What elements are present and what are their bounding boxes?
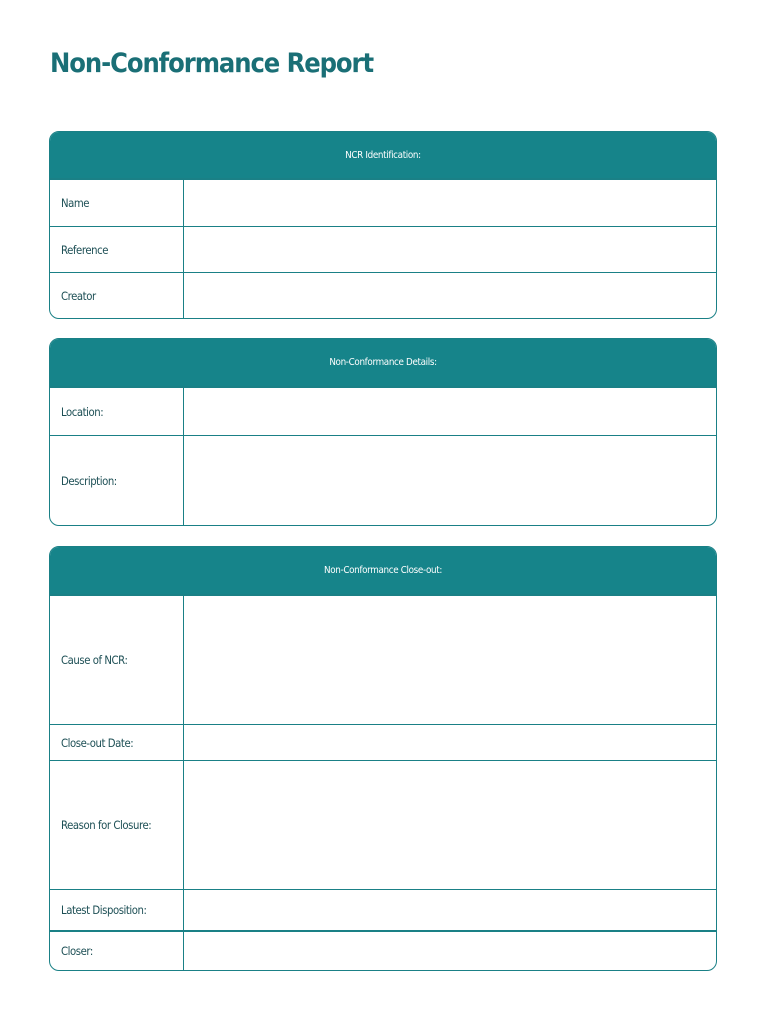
- latest-disposition-field[interactable]: [184, 890, 716, 930]
- row-label: [50, 180, 184, 226]
- reason-for-closure-label: Reason for Closure:: [61, 818, 152, 832]
- form-row-description: [50, 435, 716, 525]
- section-header-label: NCR Identification:: [345, 149, 421, 161]
- name-field[interactable]: [184, 180, 716, 226]
- form-row-close-out-date: [50, 724, 716, 760]
- row-label: [50, 932, 184, 970]
- latest-disposition-label: Latest Disposition:: [61, 903, 147, 917]
- section-header: [50, 547, 716, 595]
- section-header: [50, 132, 716, 179]
- close-out-date-field[interactable]: [184, 725, 716, 760]
- form-row-reason-for-closure: [50, 760, 716, 889]
- reference-label: Reference: [61, 242, 109, 257]
- non-conformance-close-out-section: [49, 546, 717, 971]
- closer-field[interactable]: [184, 932, 716, 970]
- row-label: [50, 436, 184, 525]
- closer-label: Closer:: [61, 944, 93, 958]
- form-row-creator: [50, 272, 716, 318]
- form-row-name: [50, 179, 716, 226]
- name-label: Name: [61, 196, 90, 210]
- page-title: Non-Conformance Report: [50, 48, 373, 79]
- section-header-label: Non-Conformance Details:: [329, 357, 437, 368]
- close-out-date-label: Close-out Date:: [61, 735, 134, 750]
- form-row-reference: [50, 226, 716, 272]
- form-row-latest-disposition: [50, 889, 716, 930]
- row-label: [50, 890, 184, 930]
- cause-of-ncr-field[interactable]: [184, 596, 716, 724]
- form-row-cause-of-ncr: [50, 595, 716, 724]
- row-label: [50, 596, 184, 724]
- location-field[interactable]: [184, 388, 716, 435]
- reason-for-closure-field[interactable]: [184, 761, 716, 889]
- cause-of-ncr-label: Cause of NCR:: [61, 653, 128, 667]
- row-label: [50, 761, 184, 889]
- creator-label: Creator: [61, 288, 96, 303]
- row-label: [50, 227, 184, 272]
- non-conformance-details-section: [49, 338, 717, 526]
- row-label: [50, 725, 184, 760]
- form-row-closer: [50, 930, 716, 970]
- section-header: [50, 339, 716, 387]
- form-row-location: [50, 387, 716, 435]
- row-label: [50, 273, 184, 318]
- description-label: Description:: [61, 473, 117, 488]
- section-header-label: Non-Conformance Close-out:: [324, 565, 442, 576]
- location-label: Location:: [61, 404, 104, 419]
- row-label: [50, 388, 184, 435]
- creator-field[interactable]: [184, 273, 716, 318]
- description-field[interactable]: [184, 436, 716, 525]
- reference-field[interactable]: [184, 227, 716, 272]
- ncr-identification-section: [49, 131, 717, 319]
